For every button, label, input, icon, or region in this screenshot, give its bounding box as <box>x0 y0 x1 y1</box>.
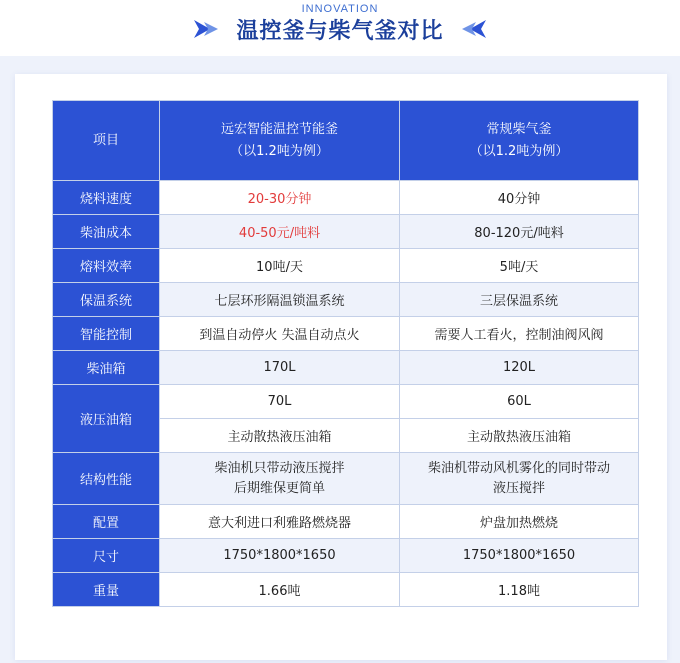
row-label: 尺寸 <box>53 539 160 573</box>
row-label: 重量 <box>53 573 160 607</box>
product-b-value: 主动散热液压油箱 <box>400 419 639 453</box>
product-a-value <box>160 453 400 505</box>
page-header <box>0 0 680 56</box>
product-b-value: 60L <box>400 385 639 419</box>
table-row <box>53 283 639 317</box>
row-label: 保温系统 <box>53 283 160 317</box>
product-a-value: 1750*1800*1650 <box>160 539 400 573</box>
eyebrow-text: INNOVATION <box>301 3 379 15</box>
product-b-name: 常规柴气釜 <box>486 121 552 137</box>
row-label: 液压油箱 <box>53 385 160 453</box>
comparison-table <box>52 100 639 607</box>
row-label: 柴油箱 <box>53 351 160 385</box>
header-product-b <box>400 101 639 181</box>
table-row <box>53 453 639 505</box>
product-b-value: 1750*1800*1650 <box>400 539 639 573</box>
left-arrow-icon <box>458 18 488 40</box>
table-row <box>53 385 639 419</box>
product-a-line: 后期维保更简单 <box>233 480 325 496</box>
product-a-value: 170L <box>160 351 400 385</box>
product-a-value: 40-50元/吨料 <box>160 215 400 249</box>
product-a-value: 20-30分钟 <box>160 181 400 215</box>
table-row <box>53 505 639 539</box>
product-a-value: 1.66吨 <box>160 573 400 607</box>
product-b-value: 需要人工看火，控制油阀风阀 <box>400 317 639 351</box>
table-row <box>53 215 639 249</box>
table-row <box>53 573 639 607</box>
product-a-line: 柴油机只带动液压搅拌 <box>214 460 345 476</box>
product-b-value: 三层保温系统 <box>400 283 639 317</box>
row-label: 智能控制 <box>53 317 160 351</box>
product-a-value: 到温自动停火 失温自动点火 <box>160 317 400 351</box>
table-row <box>53 181 639 215</box>
product-b-note: （以1.2吨为例） <box>469 143 569 159</box>
product-b-line: 柴油机带动风机雾化的同时带动 <box>427 460 610 476</box>
product-b-value: 40分钟 <box>400 181 639 215</box>
product-b-value: 120L <box>400 351 639 385</box>
product-a-name: 远宏智能温控节能釜 <box>220 121 338 137</box>
header-item: 项目 <box>53 101 160 181</box>
row-label: 结构性能 <box>53 453 160 505</box>
table-row <box>53 249 639 283</box>
table-row <box>53 539 639 573</box>
product-b-value: 炉盘加热燃烧 <box>400 505 639 539</box>
product-b-value: 80-120元/吨料 <box>400 215 639 249</box>
row-label: 配置 <box>53 505 160 539</box>
product-a-value: 70L <box>160 385 400 419</box>
product-b-line: 液压搅拌 <box>492 480 545 496</box>
product-a-value: 意大利进口利雅路燃烧器 <box>160 505 400 539</box>
product-b-value: 1.18吨 <box>400 573 639 607</box>
row-label: 烧料速度 <box>53 181 160 215</box>
product-b-value <box>400 453 639 505</box>
row-label: 熔料效率 <box>53 249 160 283</box>
table-row <box>53 351 639 385</box>
product-a-note: （以1.2吨为例） <box>230 143 329 159</box>
right-arrow-icon <box>192 18 222 40</box>
row-label: 柴油成本 <box>53 215 160 249</box>
table-row <box>53 317 639 351</box>
product-a-value: 主动散热液压油箱 <box>160 419 400 453</box>
product-b-value: 5吨/天 <box>400 249 639 283</box>
table-header-row <box>53 101 639 181</box>
product-a-value: 七层环形隔温锁温系统 <box>160 283 400 317</box>
page-title: 温控釜与柴气釜对比 <box>236 18 444 44</box>
product-a-value: 10吨/天 <box>160 249 400 283</box>
header-product-a <box>160 101 400 181</box>
title-row <box>0 14 680 44</box>
